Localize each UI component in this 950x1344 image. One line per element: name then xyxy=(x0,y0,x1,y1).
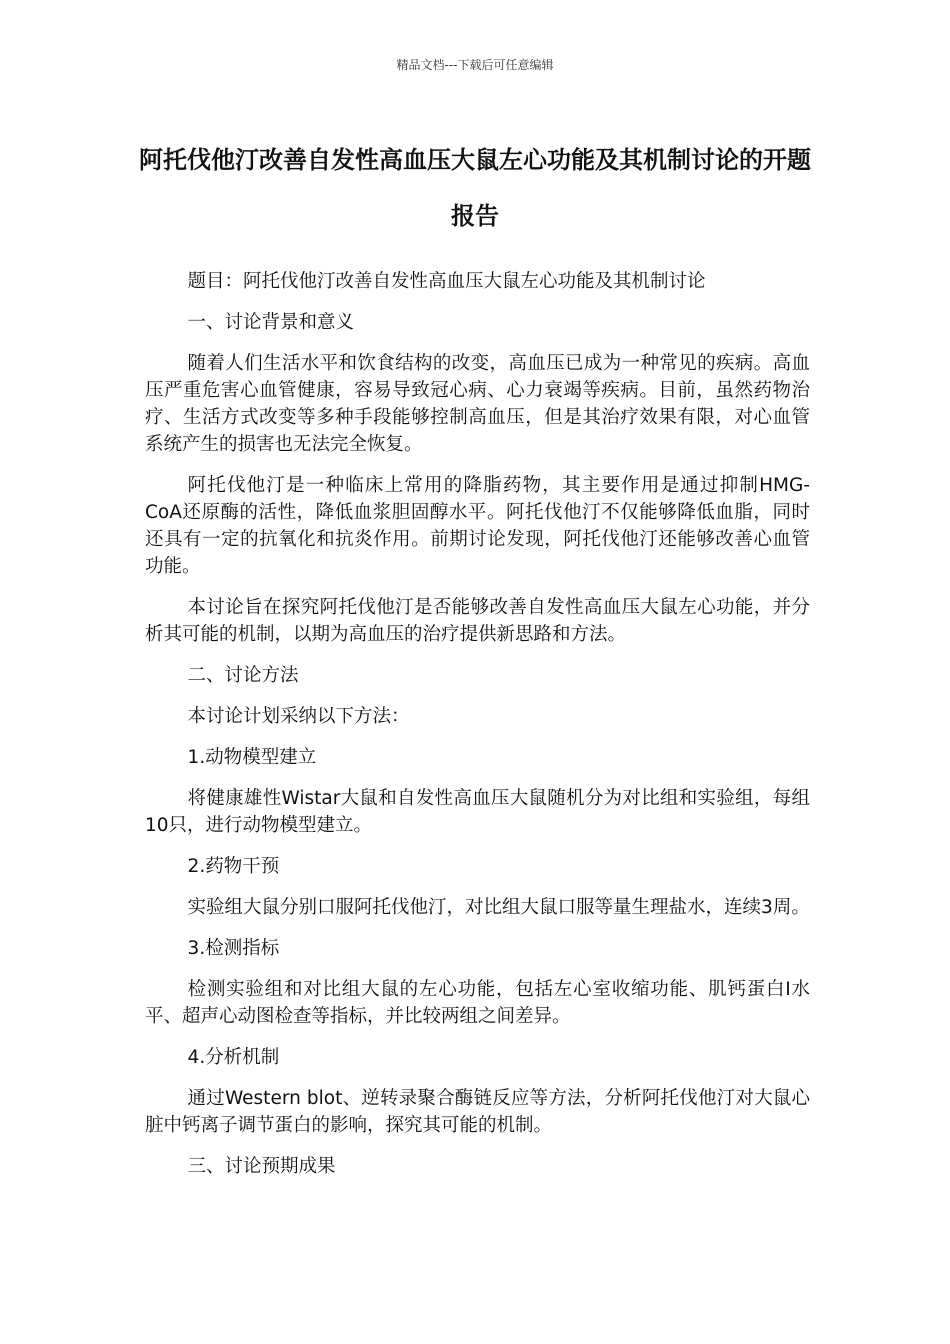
document-body xyxy=(145,268,810,1194)
body-paragraph: 实验组大鼠分别口服阿托伐他汀，对比组大鼠口服等量生理盐水，连续3周。 xyxy=(187,897,810,918)
section-heading-expected-results: 三、讨论预期成果 xyxy=(187,1156,336,1177)
page-header: 精品文档---下载后可任意编辑 xyxy=(396,58,554,72)
subheading-analysis-mechanism: 4.分析机制 xyxy=(187,1047,280,1068)
section-heading-methods: 二、讨论方法 xyxy=(187,665,299,686)
subject-line: 题目：阿托伐他汀改善自发性高血压大鼠左心功能及其机制讨论 xyxy=(187,271,706,292)
document-title: 阿托伐他汀改善自发性高血压大鼠左心功能及其机制讨论的开题报告 xyxy=(139,146,811,230)
body-paragraph: 通过Western blot、逆转录聚合酶链反应等方法，分析阿托伐他汀对大鼠心脏中钙离子调节蛋白的影响，探究其可能的机制。 xyxy=(145,1088,810,1136)
subheading-drug-intervention: 2.药物干预 xyxy=(187,856,280,877)
body-paragraph: 随着人们生活水平和饮食结构的改变，高血压已成为一种常见的疾病。高血压严重危害心血管健康，容易导致冠心病、心力衰竭等疾病。目前，虽然药物治疗、生活方式改变等多种手段能够控制高血压，但是其治疗效果有限，对心血管系统产生的损害也无法完全恢复。 xyxy=(145,353,810,455)
body-paragraph: 检测实验组和对比组大鼠的左心功能，包括左心室收缩功能、肌钙蛋白I水平、超声心动图检查等指标，并比较两组之间差异。 xyxy=(145,979,810,1027)
section-heading-background: 一、讨论背景和意义 xyxy=(187,312,355,333)
body-paragraph: 阿托伐他汀是一种临床上常用的降脂药物，其主要作用是通过抑制HMG-CoA还原酶的活性，降低血浆胆固醇水平。阿托伐他汀不仅能够降低血脂，同时还具有一定的抗氧化和抗炎作用。前期讨论发现，阿托伐他汀还能够改善心血管功能。 xyxy=(145,475,810,577)
subheading-detection-indicators: 3.检测指标 xyxy=(187,938,280,959)
body-paragraph: 将健康雄性Wistar大鼠和自发性高血压大鼠随机分为对比组和实验组，每组10只，进行动物模型建立。 xyxy=(145,788,810,836)
subheading-animal-model: 1.动物模型建立 xyxy=(187,747,317,768)
body-paragraph: 本讨论旨在探究阿托伐他汀是否能够改善自发性高血压大鼠左心功能，并分析其可能的机制，以期为高血压的治疗提供新思路和方法。 xyxy=(145,597,810,645)
body-paragraph: 本讨论计划采纳以下方法： xyxy=(187,706,410,727)
